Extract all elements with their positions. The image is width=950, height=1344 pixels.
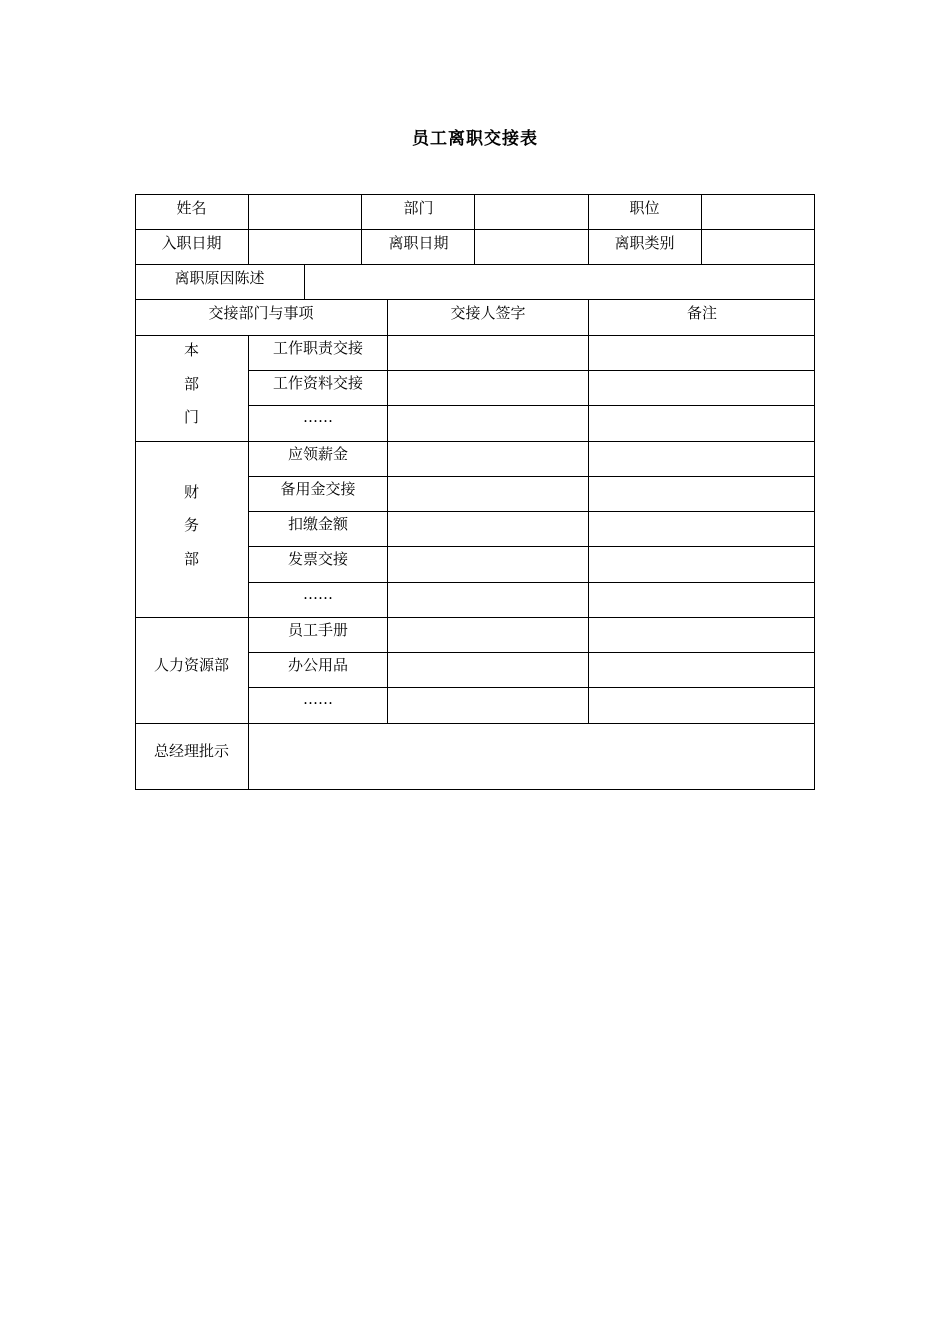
item-label: 工作职责交接 [272,339,363,357]
item-label: …… [303,585,333,603]
item-label: 备用金交接 [280,480,356,498]
item-label: 工作资料交接 [272,374,363,392]
header-signer: 交接人签字 [450,304,526,322]
section-hr-label: 人力资源部 [153,656,229,674]
section-finance-char: 部 [183,550,199,568]
section-finance-char: 务 [183,516,199,534]
leave-date-label: 离职日期 [388,234,449,252]
page-title: 员工离职交接表 [412,129,538,149]
item-label: 员工手册 [287,621,348,639]
department-label: 部门 [403,199,434,217]
leave-type-field[interactable] [702,230,814,264]
position-label: 职位 [629,199,660,217]
section-own-dept-char: 部 [183,375,199,393]
item-label: 扣缴金额 [287,515,348,533]
leave-type-label: 离职类别 [614,234,675,252]
item-label: 发票交接 [287,550,348,568]
item-label: …… [303,690,333,708]
leave-reason-field[interactable] [305,265,814,299]
section-own-dept-char: 门 [183,408,199,426]
section-own-dept-char: 本 [183,341,199,359]
item-label: 办公用品 [287,656,348,674]
signer-column-fields[interactable] [388,336,588,723]
name-label: 姓名 [176,199,207,217]
department-field[interactable] [475,195,588,229]
item-label: 应领薪金 [287,445,348,463]
handover-form-table [135,194,815,790]
approval-label: 总经理批示 [153,742,229,760]
header-dept-items: 交接部门与事项 [208,304,314,322]
item-label: …… [303,408,333,426]
section-finance-char: 财 [183,483,199,501]
remark-column-fields[interactable] [589,336,814,723]
join-date-label: 入职日期 [161,234,222,252]
approval-field[interactable] [249,724,814,789]
leave-date-field[interactable] [475,230,588,264]
leave-reason-label: 离职原因陈述 [174,269,265,287]
header-remark: 备注 [686,304,717,322]
position-field[interactable] [702,195,814,229]
name-field[interactable] [249,195,361,229]
join-date-field[interactable] [249,230,361,264]
